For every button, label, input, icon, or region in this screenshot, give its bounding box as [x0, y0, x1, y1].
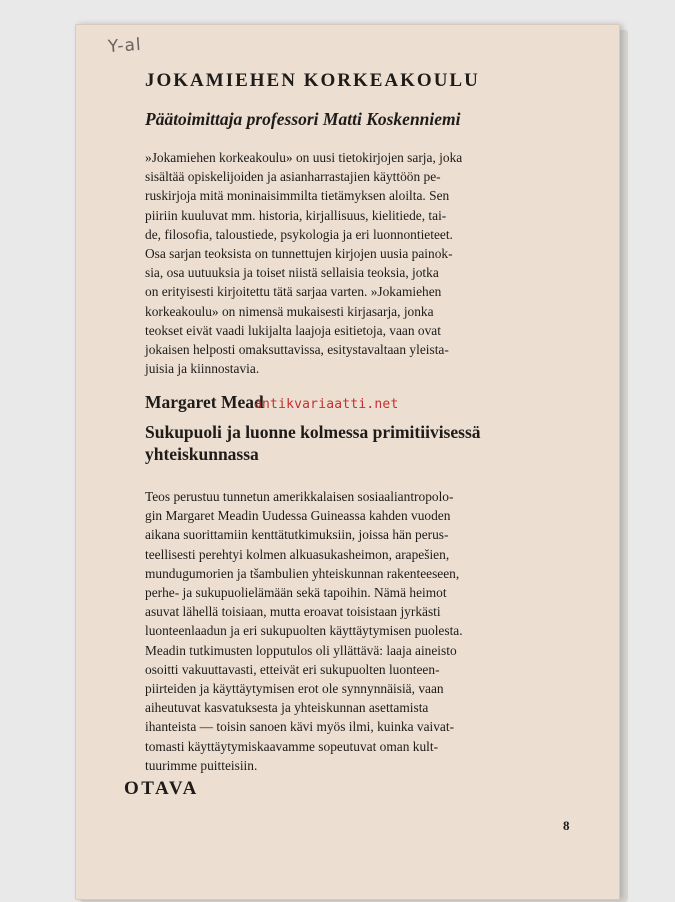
- series-intro-paragraph: [145, 148, 559, 378]
- intro-line: korkeakoulu» on nimensä mukaisesti kirjasarja, jonka: [145, 303, 434, 319]
- description-line: perhe- ja sukupuolielämään sekä tapoihin. Nämä heimot: [145, 585, 447, 601]
- description-line: tomasti käyttäytymiskaavamme sopeutuvat oman kult-: [145, 738, 439, 754]
- author-name: Margaret Mead: [145, 392, 264, 412]
- intro-line: »Jokamiehen korkeakoulu» on uusi tietokirjojen sarja, joka: [145, 150, 463, 165]
- intro-line: ruskirjoja mitä moninaisimmilta tietämyksen aloilta. Sen: [145, 188, 450, 204]
- publisher-name: OTAVA: [124, 778, 199, 799]
- watermark-text: antikvariaatti.net: [254, 397, 399, 412]
- book-title: [145, 421, 481, 465]
- book-description-paragraph: [145, 487, 559, 775]
- intro-line: piiriin kuuluvat mm. historia, kirjallisuus, kielitiede, tai-: [145, 207, 447, 223]
- book-title-line: Sukupuoli ja luonne kolmessa primitiivisessä: [145, 422, 481, 442]
- intro-line: Osa sarjan teoksista on tunnettujen kirjojen uusia painok-: [145, 246, 453, 262]
- description-line: piirteiden ja käyttäytymisen erot ole synnynnäisiä, vaan: [145, 681, 444, 697]
- intro-line: teokset eivät vaadi lukijalta laajoja esitietoja, vaan ovat: [145, 322, 441, 338]
- book-title-line: yhteiskunnassa: [145, 444, 259, 464]
- description-line: mundugumorien ja tšambulien yhteiskunnan rakenteeseen,: [145, 565, 460, 581]
- series-number: 8: [563, 818, 570, 833]
- description-line: asuvat lähellä toisiaan, mutta eroavat toisistaan jyrkästi: [145, 604, 441, 620]
- intro-line: on erityisesti kirjoitettu tätä sarjaa varten. »Jokamiehen: [145, 284, 442, 300]
- series-title: JOKAMIEHEN KORKEAKOULU: [145, 70, 480, 91]
- description-line: Teos perustuu tunnetun amerikkalaisen sosiaaliantropolo-: [145, 489, 454, 504]
- description-line: gin Margaret Meadin Uudessa Guineassa kahden vuoden: [145, 508, 451, 524]
- intro-line: sia, osa uutuuksia ja toiset niistä sellaisia teoksia, jotka: [145, 265, 439, 281]
- description-line: osoitti vakuuttavasti, etteivät eri sukupuolten luonteen-: [145, 661, 440, 677]
- description-line: Meadin tutkimusten lopputulos oli yllättävä: laaja aineisto: [145, 642, 457, 658]
- description-line: ihanteista — toisin sanoen kävi myös ilmi, kuinka vaivat-: [145, 719, 455, 735]
- intro-line: de, filosofia, taloustiede, psykologia ja eri luonnontieteet.: [145, 226, 453, 242]
- editor-line: Päätoimittaja professori Matti Koskenniemi: [145, 109, 461, 129]
- intro-line: sisältää opiskelijoiden ja asianharrastajien käyttöön pe-: [145, 169, 441, 185]
- description-line: luonteenlaadun ja eri sukupuolten käyttäytymisen puolesta.: [145, 623, 463, 639]
- description-line: aiheutuvat kasvatuksesta ja yhteiskunnan asettamista: [145, 700, 429, 716]
- intro-line: juisia ja kiinnostavia.: [145, 361, 260, 377]
- description-line: tuurimme puitteisiin.: [145, 757, 258, 773]
- handwritten-note: Y-al: [107, 34, 143, 58]
- description-line: aikana suorittamiin kenttätutkimuksiin, joissa hän perus-: [145, 527, 449, 543]
- description-line: teellisesti perehtyi kolmen alkuasukasheimon, arapešien,: [145, 546, 450, 562]
- intro-line: jokaisen helposti omaksuttavissa, esitystavaltaan yleista-: [145, 342, 449, 358]
